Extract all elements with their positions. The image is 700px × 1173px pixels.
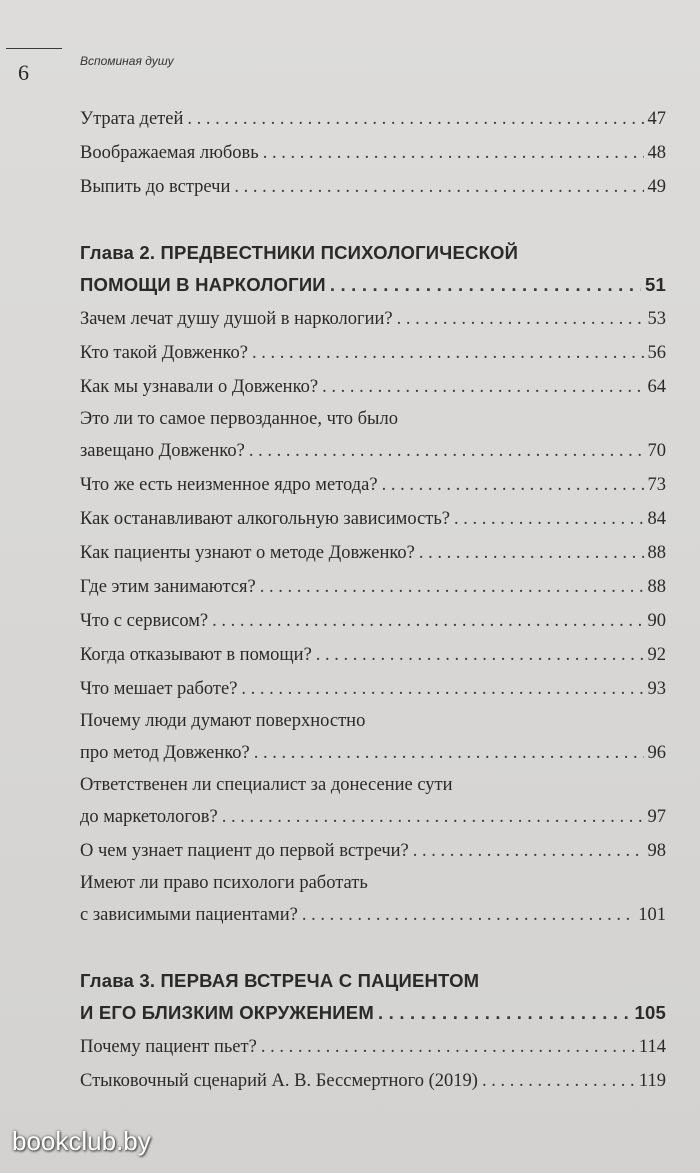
chapter-title-line2: И ЕГО БЛИЗКИМ ОКРУЖЕНИЕМ bbox=[80, 1002, 374, 1023]
dot-leader bbox=[222, 800, 644, 834]
toc-entry-page: 98 bbox=[647, 841, 666, 861]
chapter-title-line1: Глава 2. ПРЕДВЕСТНИКИ ПСИХОЛОГИЧЕСКОЙ bbox=[80, 242, 519, 263]
toc-entry[interactable] bbox=[80, 136, 666, 170]
toc-entry-title: Как мы узнавали о Довженко? bbox=[80, 377, 319, 397]
toc-entry-title: Утрата детей bbox=[80, 109, 184, 129]
dot-leader bbox=[330, 268, 641, 302]
toc-entry-page: 53 bbox=[647, 309, 666, 329]
toc-entry[interactable] bbox=[80, 302, 666, 336]
toc-entry-page: 90 bbox=[647, 611, 666, 631]
toc-entry-page: 49 bbox=[647, 177, 666, 197]
toc-entry[interactable] bbox=[80, 604, 666, 638]
dot-leader bbox=[263, 136, 644, 170]
toc-entry-multiline[interactable] bbox=[80, 770, 666, 834]
toc-entry[interactable] bbox=[80, 536, 666, 570]
toc-entry-page: 73 bbox=[647, 475, 666, 495]
toc-entry-title-line2: с зависимыми пациентами? bbox=[80, 905, 298, 925]
toc-entry-title-line1: Имеют ли право психологи работать bbox=[80, 873, 368, 893]
toc-entry-title-line1: Ответственен ли специалист за донесение сути bbox=[80, 775, 453, 795]
spacer bbox=[80, 204, 666, 238]
toc-entry-title: Зачем лечат душу душой в наркологии? bbox=[80, 309, 393, 329]
dot-leader bbox=[419, 536, 644, 570]
toc-entry[interactable] bbox=[80, 638, 666, 672]
dot-leader bbox=[322, 370, 643, 404]
toc-entry-title: Почему пациент пьет? bbox=[80, 1037, 257, 1057]
toc-entry-page: 56 bbox=[647, 343, 666, 363]
toc-entry-page: 88 bbox=[647, 543, 666, 563]
dot-leader bbox=[261, 1030, 635, 1064]
toc-entry-title: Выпить до встречи bbox=[80, 177, 231, 197]
toc-entry-title-line2: до маркетологов? bbox=[80, 807, 218, 827]
toc-entry-multiline[interactable] bbox=[80, 706, 666, 770]
toc-entry[interactable] bbox=[80, 570, 666, 604]
toc-entry-page: 105 bbox=[634, 1002, 666, 1023]
toc-entry[interactable] bbox=[80, 336, 666, 370]
toc-entry-title-line1: Это ли то самое первозданное, что было bbox=[80, 409, 398, 429]
dot-leader bbox=[249, 434, 644, 468]
toc-entry-page: 119 bbox=[638, 1071, 666, 1091]
toc-entry-page: 93 bbox=[647, 679, 666, 699]
dot-leader bbox=[260, 570, 644, 604]
toc-entry-page: 88 bbox=[647, 577, 666, 597]
toc-entry-page: 92 bbox=[647, 645, 666, 665]
toc-entry-page: 47 bbox=[647, 109, 666, 129]
toc-entry[interactable] bbox=[80, 834, 666, 868]
dot-leader bbox=[454, 502, 643, 536]
toc-entry[interactable] bbox=[80, 1064, 666, 1098]
dot-leader bbox=[382, 468, 644, 502]
toc-entry-page: 70 bbox=[647, 441, 666, 461]
dot-leader bbox=[397, 302, 644, 336]
toc-entry-multiline[interactable] bbox=[80, 404, 666, 468]
dot-leader bbox=[212, 604, 643, 638]
toc-entry-page: 64 bbox=[647, 377, 666, 397]
dot-leader bbox=[241, 672, 643, 706]
dot-leader bbox=[302, 898, 634, 932]
toc-entry-page: 96 bbox=[647, 743, 666, 763]
toc-entry-title: Где этим занимаются? bbox=[80, 577, 256, 597]
header-rule bbox=[6, 48, 62, 49]
toc-entry-page: 84 bbox=[647, 509, 666, 529]
toc-entry[interactable] bbox=[80, 102, 666, 136]
watermark: bookclub.by bbox=[12, 1126, 151, 1156]
toc-entry-title-line2: про метод Довженко? bbox=[80, 743, 250, 763]
toc-entry-title-line1: Почему люди думают поверхностно bbox=[80, 711, 366, 731]
dot-leader bbox=[187, 102, 643, 136]
table-of-contents bbox=[80, 102, 666, 1098]
toc-entry-title: Как пациенты узнают о методе Довженко? bbox=[80, 543, 415, 563]
chapter-title-line1: Глава 3. ПЕРВАЯ ВСТРЕЧА С ПАЦИЕНТОМ bbox=[80, 970, 480, 991]
toc-entry[interactable] bbox=[80, 170, 666, 204]
dot-leader bbox=[316, 638, 644, 672]
toc-entry-title: Что мешает работе? bbox=[80, 679, 238, 699]
toc-entry-page: 101 bbox=[638, 905, 666, 925]
toc-entry-title: Как останавливают алкогольную зависимость? bbox=[80, 509, 451, 529]
toc-entry-title: Когда отказывают в помощи? bbox=[80, 645, 312, 665]
dot-leader bbox=[482, 1064, 635, 1098]
toc-chapter-3[interactable] bbox=[80, 966, 666, 1030]
toc-entry-title: Воображаемая любовь bbox=[80, 143, 259, 163]
toc-entry[interactable] bbox=[80, 370, 666, 404]
spacer bbox=[80, 932, 666, 966]
running-head: Вспоминая душу bbox=[80, 54, 174, 68]
toc-entry-multiline[interactable] bbox=[80, 868, 666, 932]
toc-entry[interactable] bbox=[80, 468, 666, 502]
toc-entry[interactable] bbox=[80, 1030, 666, 1064]
dot-leader bbox=[252, 336, 644, 370]
dot-leader bbox=[413, 834, 644, 868]
toc-entry-title-line2: завещано Довженко? bbox=[80, 441, 245, 461]
dot-leader bbox=[378, 996, 631, 1030]
toc-entry-page: 51 bbox=[645, 274, 666, 295]
dot-leader bbox=[254, 736, 644, 770]
toc-entry[interactable] bbox=[80, 672, 666, 706]
toc-chapter-2[interactable] bbox=[80, 238, 666, 302]
toc-entry[interactable] bbox=[80, 502, 666, 536]
toc-entry-title: Что с сервисом? bbox=[80, 611, 209, 631]
page-number: 6 bbox=[18, 60, 29, 85]
toc-entry-page: 97 bbox=[647, 807, 666, 827]
toc-entry-title: Кто такой Довженко? bbox=[80, 343, 248, 363]
dot-leader bbox=[234, 170, 643, 204]
toc-entry-page: 114 bbox=[638, 1037, 666, 1057]
toc-entry-title: Стыковочный сценарий А. В. Бессмертного (2019) bbox=[80, 1071, 478, 1091]
toc-entry-page: 48 bbox=[647, 143, 666, 163]
chapter-title-line2: ПОМОЩИ В НАРКОЛОГИИ bbox=[80, 274, 326, 295]
toc-entry-title: О чем узнает пациент до первой встречи? bbox=[80, 841, 409, 861]
toc-entry-title: Что же есть неизменное ядро метода? bbox=[80, 475, 378, 495]
